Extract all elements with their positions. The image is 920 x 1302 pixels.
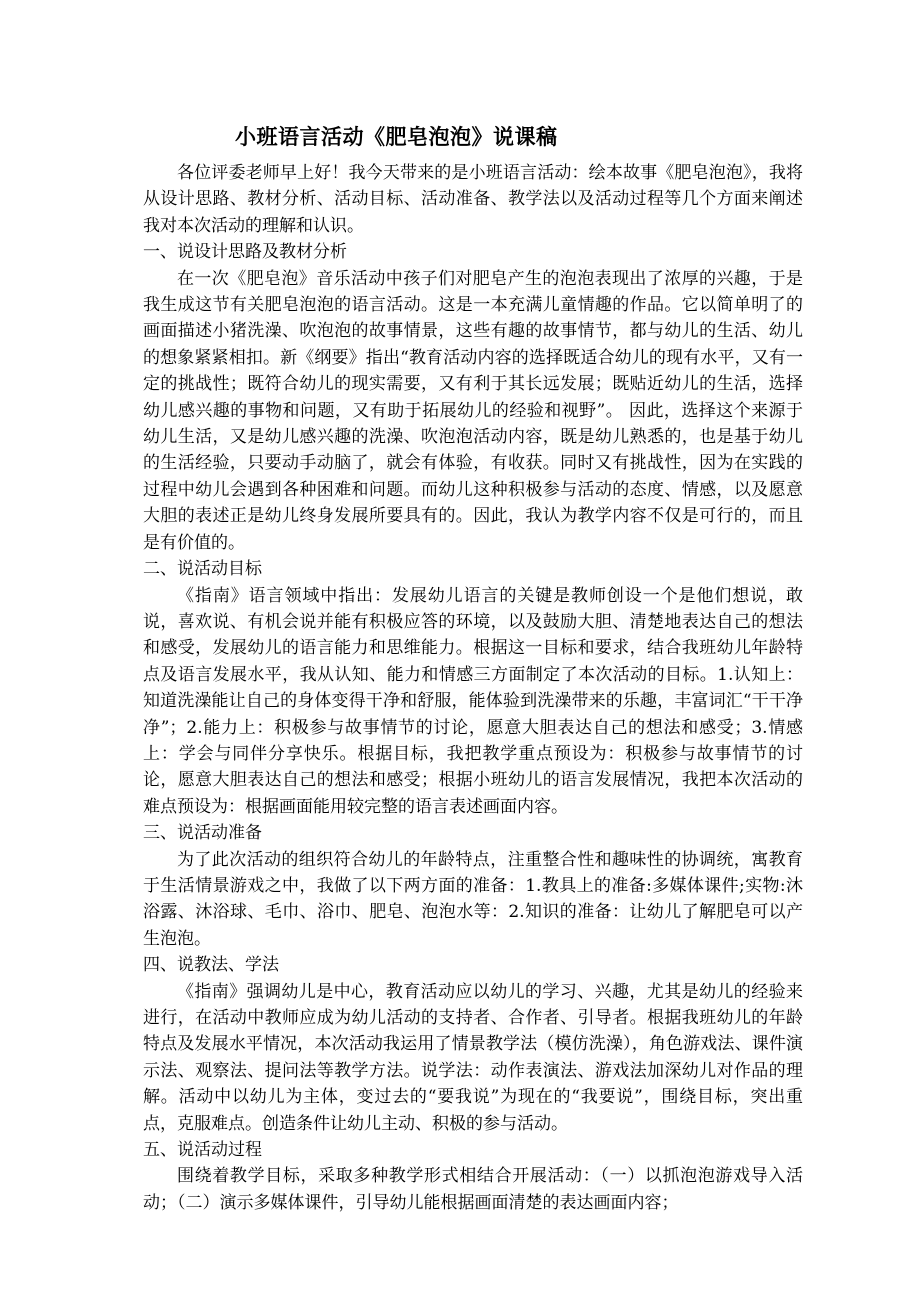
section-body-design: 在一次《肥皂泡》音乐活动中孩子们对肥皂产生的泡泡表现出了浓厚的兴趣，于是我生成这节有关肥皂泡泡的语言活动。这是一本充满儿童情趣的作品。它以简单明了的画面描述小猪洗澡、吹泡泡的故事情景，这些有趣的故事情节，都与幼儿的生活、幼儿的想象紧紧相扣。新《纲要》指出“教育活动内容的选择既适合幼儿的现有水平，又有一定的挑战性；既符合幼儿的现实需要，又有利于其长远发展；既贴近幼儿的生活，选择幼儿感兴趣的事物和问题，又有助于拓展幼儿的经验和视野”。 因此，选择这个来源于幼儿生活，又是幼儿感兴趣的洗澡、吹泡泡活动内容，既是幼儿熟悉的，也是基于幼儿的生活经验，只要动手动脑了，就会有体验，有收获。同时又有挑战性，因为在实践的过程中幼儿会遇到各种困难和问题。而幼儿这种积极参与活动的态度、情感，以及愿意大胆的表述正是幼儿终身发展所要具有的。因此，我认为教学内容不仅是可行的，而且是有价值的。: [143, 268, 803, 553]
section-heading-process: 五、说活动过程: [143, 1140, 262, 1161]
intro-paragraph: 各位评委老师早上好！我今天带来的是小班语言活动：绘本故事《肥皂泡泡》，我将从设计思路、教材分析、活动目标、活动准备、教学法以及活动过程等几个方面来阐述我对本次活动的理解和认识。: [143, 163, 803, 236]
section-heading-methods: 四、说教法、学法: [143, 955, 279, 976]
document-page: [143, 120, 803, 1216]
section-heading-preparation: 三、说活动准备: [143, 823, 262, 844]
section-body-methods: 《指南》强调幼儿是中心，教育活动应以幼儿的学习、兴趣，尤其是幼儿的经验来进行，在活动中教师应成为幼儿活动的支持者、合作者、引导者。根据我班幼儿的年龄特点及发展水平情况，本次活动我运用了情景教学法（模仿洗澡），角色游戏法、课件演示法、观察法、提问法等教学方法。说学法：动作表演法、游戏法加深幼儿对作品的理解。活动中以幼儿为主体，变过去的“要我说”为现在的“我要说”，围绕目标，突出重点，克服难点。创造条件让幼儿主动、积极的参与活动。: [143, 981, 803, 1134]
section-heading-design: 一、说设计思路及教材分析: [143, 242, 347, 263]
section-body-goals: 《指南》语言领域中指出：发展幼儿语言的关键是教师创设一个是他们想说，敢说，喜欢说、有机会说并能有积极应答的环境，以及鼓励大胆、清楚地表达自己的想法和感受，发展幼儿的语言能力和思维能力。根据这一目标和要求，结合我班幼儿年龄特点及语言发展水平，我从认知、能力和情感三方面制定了本次活动的目标。1.认知上：知道洗澡能让自己的身体变得干净和舒服，能体验到洗澡带来的乐趣，丰富词汇“干干净净”；2.能力上：积极参与故事情节的讨论，愿意大胆表达自己的想法和感受；3.情感上：学会与同伴分享快乐。根据目标，我把教学重点预设为：积极参与故事情节的讨论，愿意大胆表达自己的想法和感受；根据小班幼儿的语言发展情况，我把本次活动的难点预设为：根据画面能用较完整的语言表述画面内容。: [143, 585, 803, 817]
document-title: 小班语言活动《肥皂泡泡》说课稿: [235, 125, 558, 149]
section-body-process: 围绕着教学目标，采取多种教学形式相结合开展活动：（一）以抓泡泡游戏导入活动；（二）演示多媒体课件，引导幼儿能根据画面清楚的表达画面内容；: [143, 1166, 803, 1213]
section-body-preparation: 为了此次活动的组织符合幼儿的年龄特点，注重整合性和趣味性的协调统，寓教育于生活情景游戏之中，我做了以下两方面的准备：1.教具上的准备:多媒体课件;实物:沐浴露、沐浴球、毛巾、浴巾、肥皂、泡泡水等：2.知识的准备：让幼儿了解肥皂可以产生泡泡。: [143, 849, 803, 949]
section-heading-goals: 二、说活动目标: [143, 559, 262, 580]
